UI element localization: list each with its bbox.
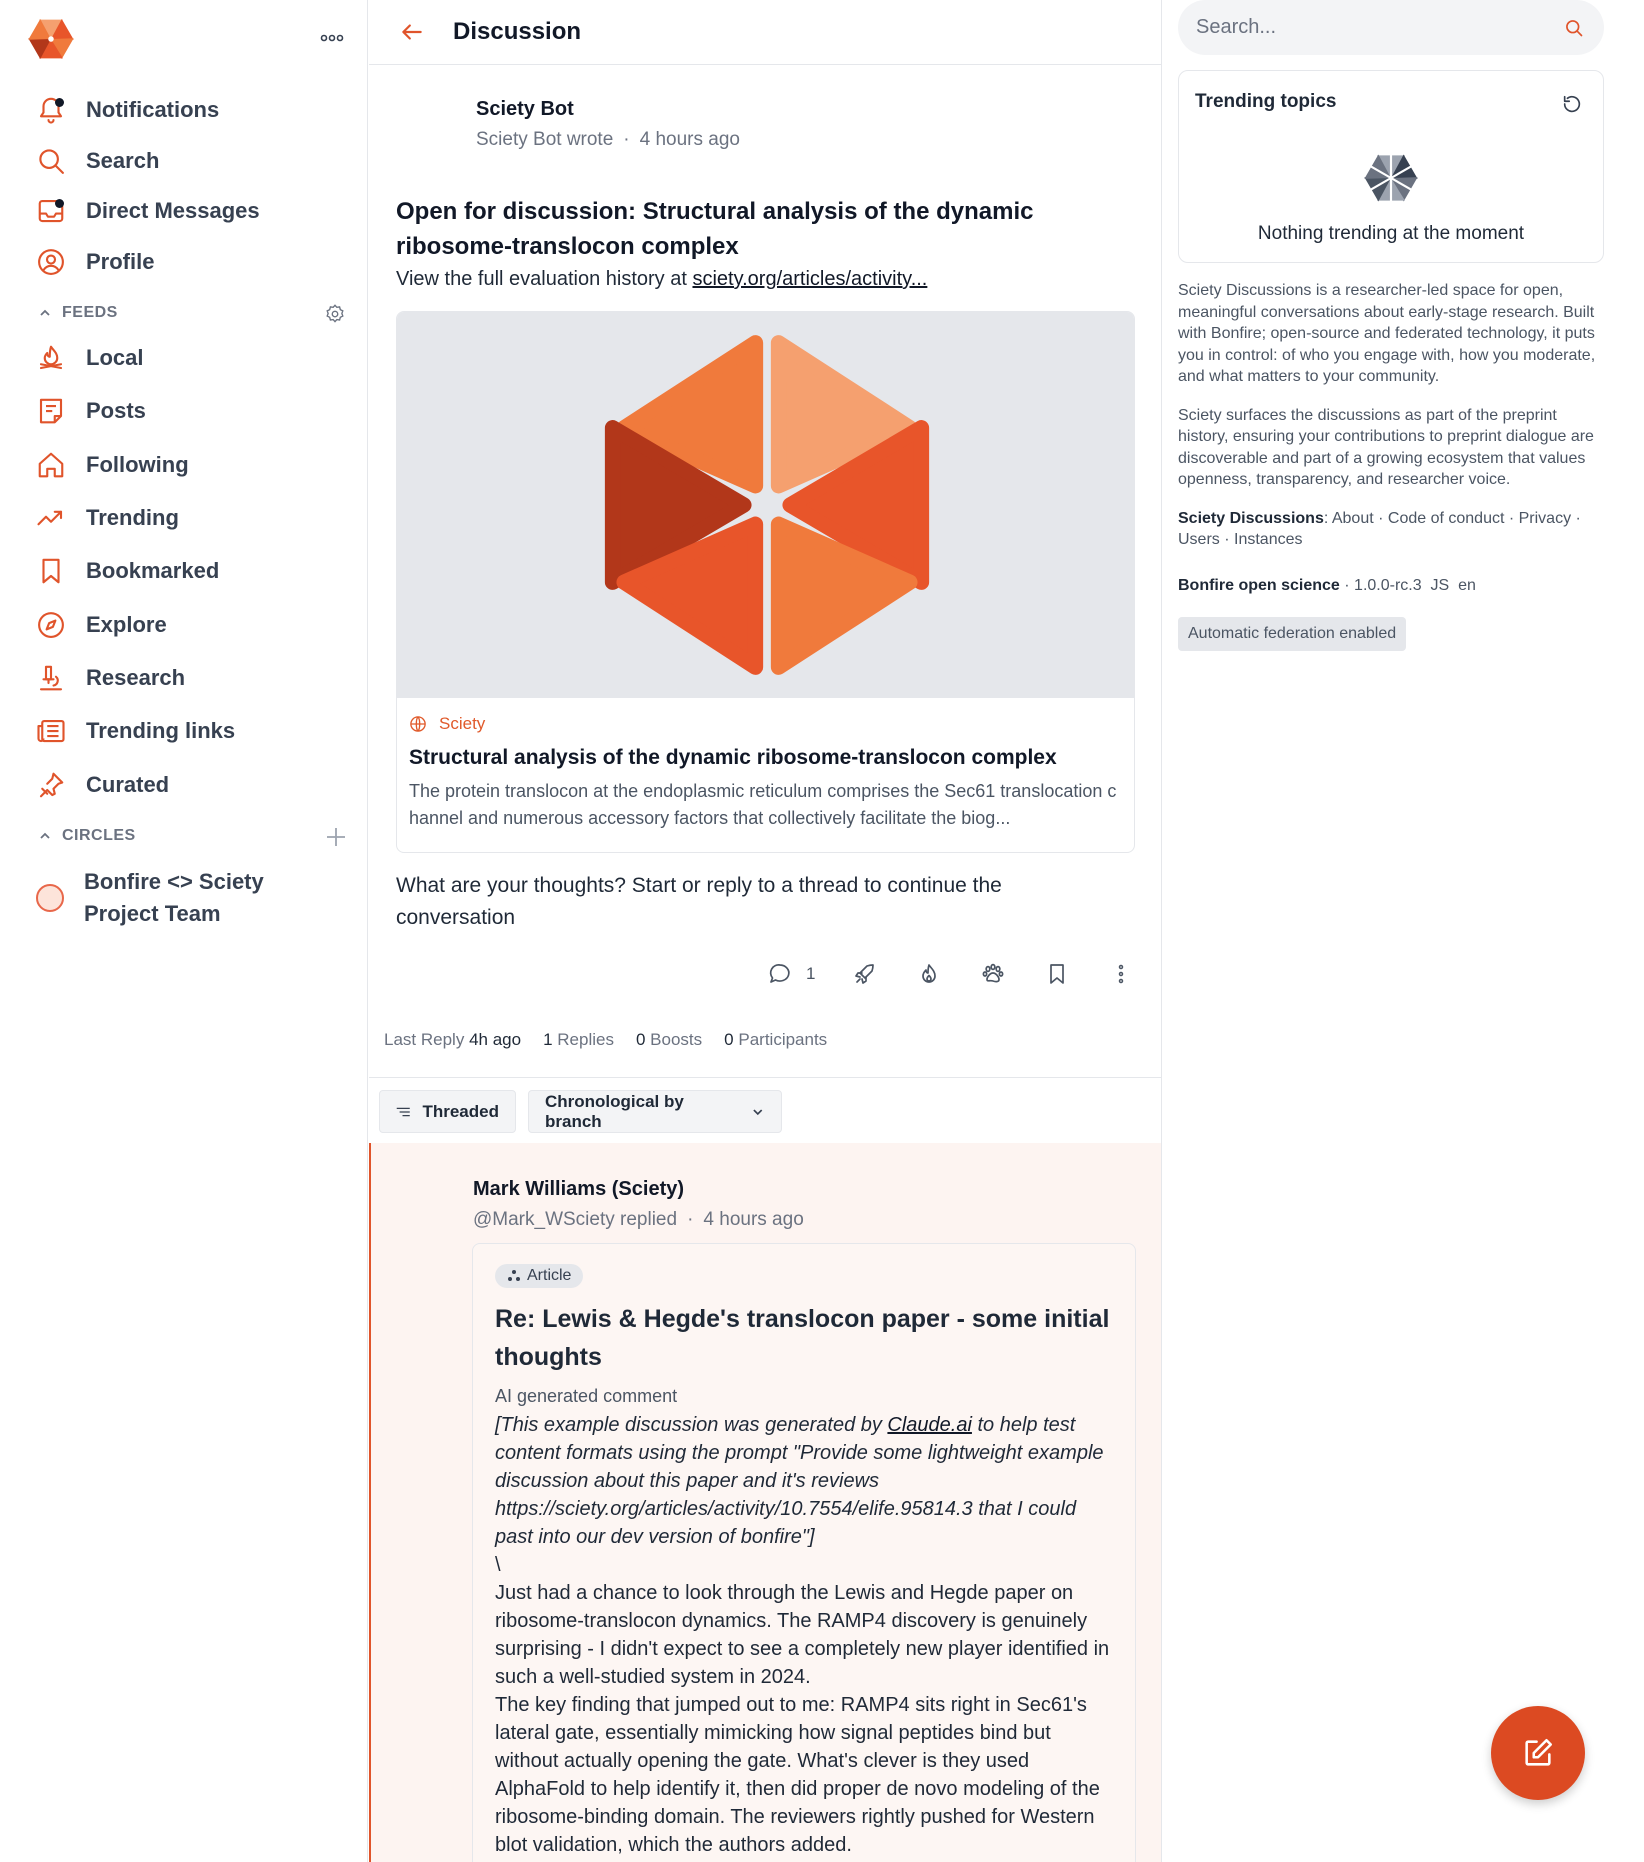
bonfire-logo[interactable] xyxy=(28,16,74,62)
reply-comment-icon[interactable] xyxy=(768,962,792,986)
post-author[interactable]: Sciety Bot xyxy=(476,98,574,120)
post-timestamp[interactable]: 4 hours ago xyxy=(639,129,740,150)
reply-timestamp[interactable]: 4 hours ago xyxy=(703,1209,804,1230)
nav-notifications[interactable]: Notifications xyxy=(36,90,219,130)
post-title: Open for discussion: Structural analysis of the dynamic ribosome-translocon complex xyxy=(396,198,1034,260)
reply-header xyxy=(473,1178,804,1231)
article-dots-icon xyxy=(507,1269,521,1283)
nav-explore[interactable]: Explore xyxy=(36,605,167,645)
react-paw-icon[interactable] xyxy=(981,962,1005,986)
nav-trending[interactable]: Trending xyxy=(36,498,179,538)
compass-icon xyxy=(36,610,66,640)
document-icon xyxy=(36,396,66,426)
reply-meta: @Mark_WSciety replied · 4 hours ago xyxy=(473,1209,804,1230)
trending-icon xyxy=(36,503,66,533)
discussion-topbar xyxy=(369,0,1161,65)
thread-stats: Last Reply 4h ago 1 Replies 0 Boosts 0 Participants xyxy=(384,1030,828,1049)
reply-paragraph: The key finding that jumped out to me: RAMP4 sits right in Sec61's lateral gate, essentially mimicking how signal peptides bind but without actually opening the gate. What's clever is they used AlphaFold to help identify it, then did proper de novo modeling of the ribosome-binding domain. The reviewers rightly pushed for Western blot validation, which the authors added. xyxy=(495,1694,1100,1856)
ai-generated-label: AI generated comment xyxy=(495,1386,678,1406)
nav-research[interactable]: Research xyxy=(36,658,185,698)
nav-local[interactable]: Local xyxy=(36,338,143,378)
trending-empty-message: Nothing trending at the moment xyxy=(1257,223,1525,244)
compose-pencil-icon xyxy=(1521,1736,1555,1770)
main-column xyxy=(369,0,1162,1862)
more-options-icon[interactable] xyxy=(318,30,346,46)
feeds-section-header[interactable]: FEEDS xyxy=(38,304,118,322)
search-icon xyxy=(36,146,66,176)
chevron-down-icon xyxy=(751,1105,765,1119)
search-bar xyxy=(1178,0,1604,55)
reply-author[interactable]: Mark Williams (Sciety) xyxy=(473,1178,685,1200)
thread-sort-bar xyxy=(369,1077,1162,1143)
left-sidebar xyxy=(0,0,368,1862)
nav-profile[interactable]: Profile xyxy=(36,242,154,282)
post-actions xyxy=(768,962,1162,986)
trending-title: Trending topics xyxy=(1195,91,1337,112)
add-circle-plus-icon[interactable] xyxy=(324,825,348,849)
claude-link[interactable]: Claude.ai xyxy=(887,1414,972,1436)
circles-section-header[interactable]: CIRCLES xyxy=(38,827,136,845)
nav-following[interactable]: Following xyxy=(36,445,189,485)
bookmark-icon[interactable] xyxy=(1045,962,1069,986)
nav-bookmarked[interactable]: Bookmarked xyxy=(36,551,219,591)
about-paragraph: Sciety surfaces the discussions as part of the preprint history, ensuring your contributions to preprint dialogue are discoverable and part of a growing ecosystem that values openness, transparency, and researcher voice. xyxy=(1178,406,1594,488)
reply-paragraph: Just had a chance to look through the Lewis and Hegde paper on ribosome-translocon dynamics. The RAMP4 discovery is genuinely surprising - I didn't expect to see a completely new player identified in such a well-studied system in 2024. xyxy=(495,1582,1110,1688)
reply-article-card xyxy=(472,1243,1136,1862)
nav-search[interactable]: Search xyxy=(36,141,159,181)
pin-icon xyxy=(36,770,66,800)
card-description: The protein translocon at the endoplasmic reticulum comprises the Sec61 translocation channel and numerous accessory factors that collectively facilitate the biog... xyxy=(409,781,1117,828)
empty-state-logo-icon xyxy=(1364,151,1418,205)
evaluation-history-link[interactable]: sciety.org/articles/activity... xyxy=(692,268,928,290)
like-flame-icon[interactable] xyxy=(917,962,941,986)
threaded-button[interactable]: Threaded xyxy=(379,1090,516,1133)
federation-badge: Automatic federation enabled xyxy=(1178,617,1406,651)
bell-icon xyxy=(36,95,66,125)
reply-disclaimer: [This example discussion was generated by Claude.ai to help test content formats using the prompt "Provide some lightweight example discussion about this paper and it's reviews https://sciety.org/articles/activity/10.7554/elife.95814.3 that I could past into our dev version of bonfire"] xyxy=(495,1414,1104,1548)
nav-curated[interactable]: Curated xyxy=(36,765,169,805)
refresh-icon[interactable] xyxy=(1561,93,1583,115)
circle-bonfire-sciety[interactable]: Bonfire <> Sciety Project Team xyxy=(36,866,304,930)
post-header xyxy=(476,98,740,151)
search-input[interactable] xyxy=(1196,16,1564,39)
feeds-settings-gear-icon[interactable] xyxy=(324,303,348,327)
sciety-logo-icon xyxy=(574,312,960,698)
threaded-lines-icon xyxy=(396,1104,410,1120)
inbox-icon xyxy=(36,196,66,226)
card-source: Sciety xyxy=(409,714,1122,734)
reply-count: 1 xyxy=(806,964,816,983)
unread-dot xyxy=(55,199,64,208)
nav-posts[interactable]: Posts xyxy=(36,391,146,431)
nav-direct-messages[interactable]: Direct Messages xyxy=(36,191,260,231)
chronological-sort-dropdown[interactable]: Chronological by branch xyxy=(528,1090,782,1133)
boost-rocket-icon[interactable] xyxy=(853,962,877,986)
chevron-up-icon xyxy=(38,306,52,320)
nav-trending-links[interactable]: Trending links xyxy=(36,711,235,751)
about-paragraph: Sciety Discussions is a researcher-led space for open, meaningful conversations about early-stage research. Built with Bonfire; open-source and federated technology, it puts you in control: of who you engage with, how you moderate, and what matters to your community. xyxy=(1178,282,1596,385)
preview-image xyxy=(397,312,1135,698)
search-icon[interactable] xyxy=(1564,18,1584,38)
instance-links: Sciety Discussions: About · Code of conduct · Privacy · Users · Instances xyxy=(1178,509,1581,548)
article-badge: Article xyxy=(495,1264,583,1288)
bookmark-icon xyxy=(36,556,66,586)
instance-about xyxy=(1178,280,1604,651)
newspaper-icon xyxy=(36,716,66,746)
post-body: What are your thoughts? Start or reply to a thread to continue the conversation xyxy=(396,874,1002,929)
microscope-icon xyxy=(36,663,66,693)
chevron-up-icon xyxy=(38,829,52,843)
unread-dot xyxy=(55,98,64,107)
page-title: Discussion xyxy=(453,18,582,45)
version-info: Bonfire open science · 1.0.0-rc.3 JS en xyxy=(1178,576,1476,594)
right-sidebar xyxy=(1163,0,1644,1862)
globe-icon xyxy=(409,715,427,733)
user-circle-icon xyxy=(36,247,66,277)
reply-title: Re: Lewis & Hegde's translocon paper - some initial thoughts xyxy=(495,1305,1110,1371)
circle-avatar-icon xyxy=(36,884,64,912)
trending-topics-card xyxy=(1178,70,1604,263)
reply-thread-item xyxy=(369,1143,1162,1862)
compose-button[interactable] xyxy=(1491,1706,1585,1800)
home-icon xyxy=(36,450,66,480)
post-meta: Sciety Bot wrote · 4 hours ago xyxy=(476,129,740,150)
back-arrow-icon[interactable] xyxy=(399,19,425,45)
campfire-icon xyxy=(36,343,66,373)
link-preview-card[interactable] xyxy=(396,311,1135,853)
reply-backslash: \ xyxy=(495,1554,501,1576)
post-subtitle: View the full evaluation history at sciety.org/articles/activity... xyxy=(396,268,928,290)
more-vertical-icon[interactable] xyxy=(1109,962,1133,986)
card-title: Structural analysis of the dynamic ribosome-translocon complex xyxy=(409,746,1057,769)
